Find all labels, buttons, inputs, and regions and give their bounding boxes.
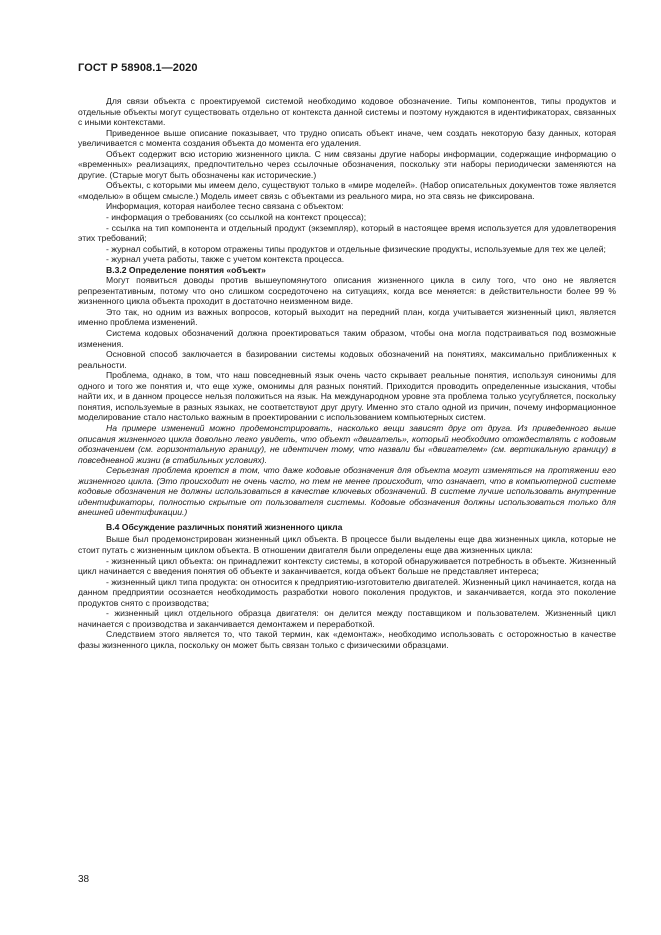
list-item: - информация о требованиях (со ссылкой на контекст процесса); [106,212,367,223]
paragraph: Объекты, с которыми мы имеем дело, существуют только в «мире моделей». (Набор описательных документов тоже является «моделью» в общем смысле.) Модель имеет связь с объектами из реального мира, но эта связь не фиксирована. [78,180,616,201]
section-heading-b32: В.3.2 Определение понятия «объект» [106,264,266,275]
list-item: - ссылка на тип компонента и отдельный продукт (экземпляр), который в настоящее время используется для удовлетворения этих требований; [78,222,616,244]
list-item: - жизненный цикл отдельного образца двигателя: он делится между поставщиком и пользователем. Жизненный цикл начинается с производства и заканчивается демонтажем и переработкой. [78,608,616,629]
paragraph: Могут появиться доводы против вышеупомянутого описания жизненного цикла в силу того, что оно не является репрезентативным, потому что оно слишком сосредоточено на ситуациях, когда все меняется: в действительности более 99 % жизненного цикла объекта проходит в достаточно неизменном виде. [78,275,616,307]
page-number: 38 [78,874,90,885]
paragraph: Выше был продемонстрирован жизненный цикл объекта. В процессе были выделены еще два жизненных цикла, которые не стоит путать с жизненным циклом объекта. В отношении двигателя были определены еще два жизненных цикла: [78,534,616,555]
paragraph: Система кодовых обозначений должна проектироваться таким образом, чтобы она могла подстраиваться под возможные изменения. [78,328,616,349]
list-item: - жизненный цикл объекта: он принадлежит контексту системы, в которой обнаруживается потребность в объекте. Жизненный цикл начинается с введения понятия об объекте и заканчивается, когда объект больше не представляет интереса; [78,555,616,577]
paragraph: Приведенное выше описание показывает, что трудно описать объект иначе, чем создать некоторую базу данных, которая увеличивается с момента создания объекта до момента его удаления. [78,127,616,149]
document-header: ГОСТ Р 58908.1—2020 [78,62,198,74]
list-item: - журнал событий, в котором отражены типы продуктов и отдельные физические продукты, используемые для тех же целей; [106,243,606,254]
section-heading-b4: В.4 Обсуждение различных понятий жизненного цикла [106,521,343,532]
paragraph: Проблема, однако, в том, что наш повседневный язык очень часто скрывает реальные понятия, используя синонимы для одного и того же понятия и, что еще хуже, омонимы для разных понятий. Приходится проводить определенные изыскания, чтобы найти их, и в данном процессе нельзя положиться на язык. На международном уровне эта проблема только усугубляется, поскольку понятия, используемые в разных языках, не соответствуют друг другу. Именно это стало одной из причин, почему информационное моделирование стало настолько важным в проектировании с использованием компьютерных систем. [78,370,616,423]
list-item: - журнал учета работы, также с учетом контекста процесса. [106,254,345,265]
paragraph: Это так, но одним из важных вопросов, который выходит на передний план, когда учитывается жизненный цикл, является именно проблема изменений. [78,306,616,328]
body-text [78,96,616,650]
italic-paragraph: На примере изменений можно продемонстрировать, насколько вещи зависят друг от друга. Из приведенного выше описания жизненного цикла довольно легко увидеть, что объект «двигатель», который необходимо отождествлять с кодовым обозначением (см. горизонтальную границу), не идентичен тому, что назвали бы «двигателем» (см. вертикальную границу) в повседневной жизни (в стабильных условиях). [78,422,616,465]
list-item: - жизненный цикл типа продукта: он относится к предприятию-изготовителю двигателей. Жизненный цикл начинается, когда на данном предприятии осознается необходимость разработки нового поколения продуктов, и заканчивается, когда это поколение продуктов снято с производства; [78,576,616,608]
italic-paragraph: Серьезная проблема кроется в том, что даже кодовые обозначения для объекта могут изменяться на протяжении его жизненного цикла. (Это происходит не очень часто, но тем не менее происходит, что означает, что в компьютерной системе кодовые обозначения не должны использоваться в качестве ключевых обозначений. В системе лучше использовать внутренние идентификаторы, полностью скрытые от пользователя системы. Кодовые обозначения должны использоваться только для внешней идентификации.) [78,465,616,518]
paragraph: Основной способ заключается в базировании системы кодовых обозначений на понятиях, максимально приближенных к реальности. [78,349,616,370]
paragraph: Следствием этого является то, что такой термин, как «демонтаж», необходимо использовать с осторожностью в качестве фазы жизненного цикла, поскольку он может быть связан только с физическими образцами. [78,629,616,650]
paragraph: Для связи объекта с проектируемой системой необходимо кодовое обозначение. Типы компонентов, типы продуктов и отдельные объекты могут существовать отдельно от контекста данной системы и поэтому нуждаются в идентификаторах, связанных с иными контекстами. [78,96,616,128]
paragraph: Объект содержит всю историю жизненного цикла. С ним связаны другие наборы информации, содержащие информацию о «временных» реализациях, предпочтительно через ссылочные обозначения, поскольку эти наборы периодически заменяются на другие. (Старые могут быть обозначены как исторические.) [78,148,616,180]
paragraph: Информация, которая наиболее тесно связана с объектом: [106,201,344,212]
